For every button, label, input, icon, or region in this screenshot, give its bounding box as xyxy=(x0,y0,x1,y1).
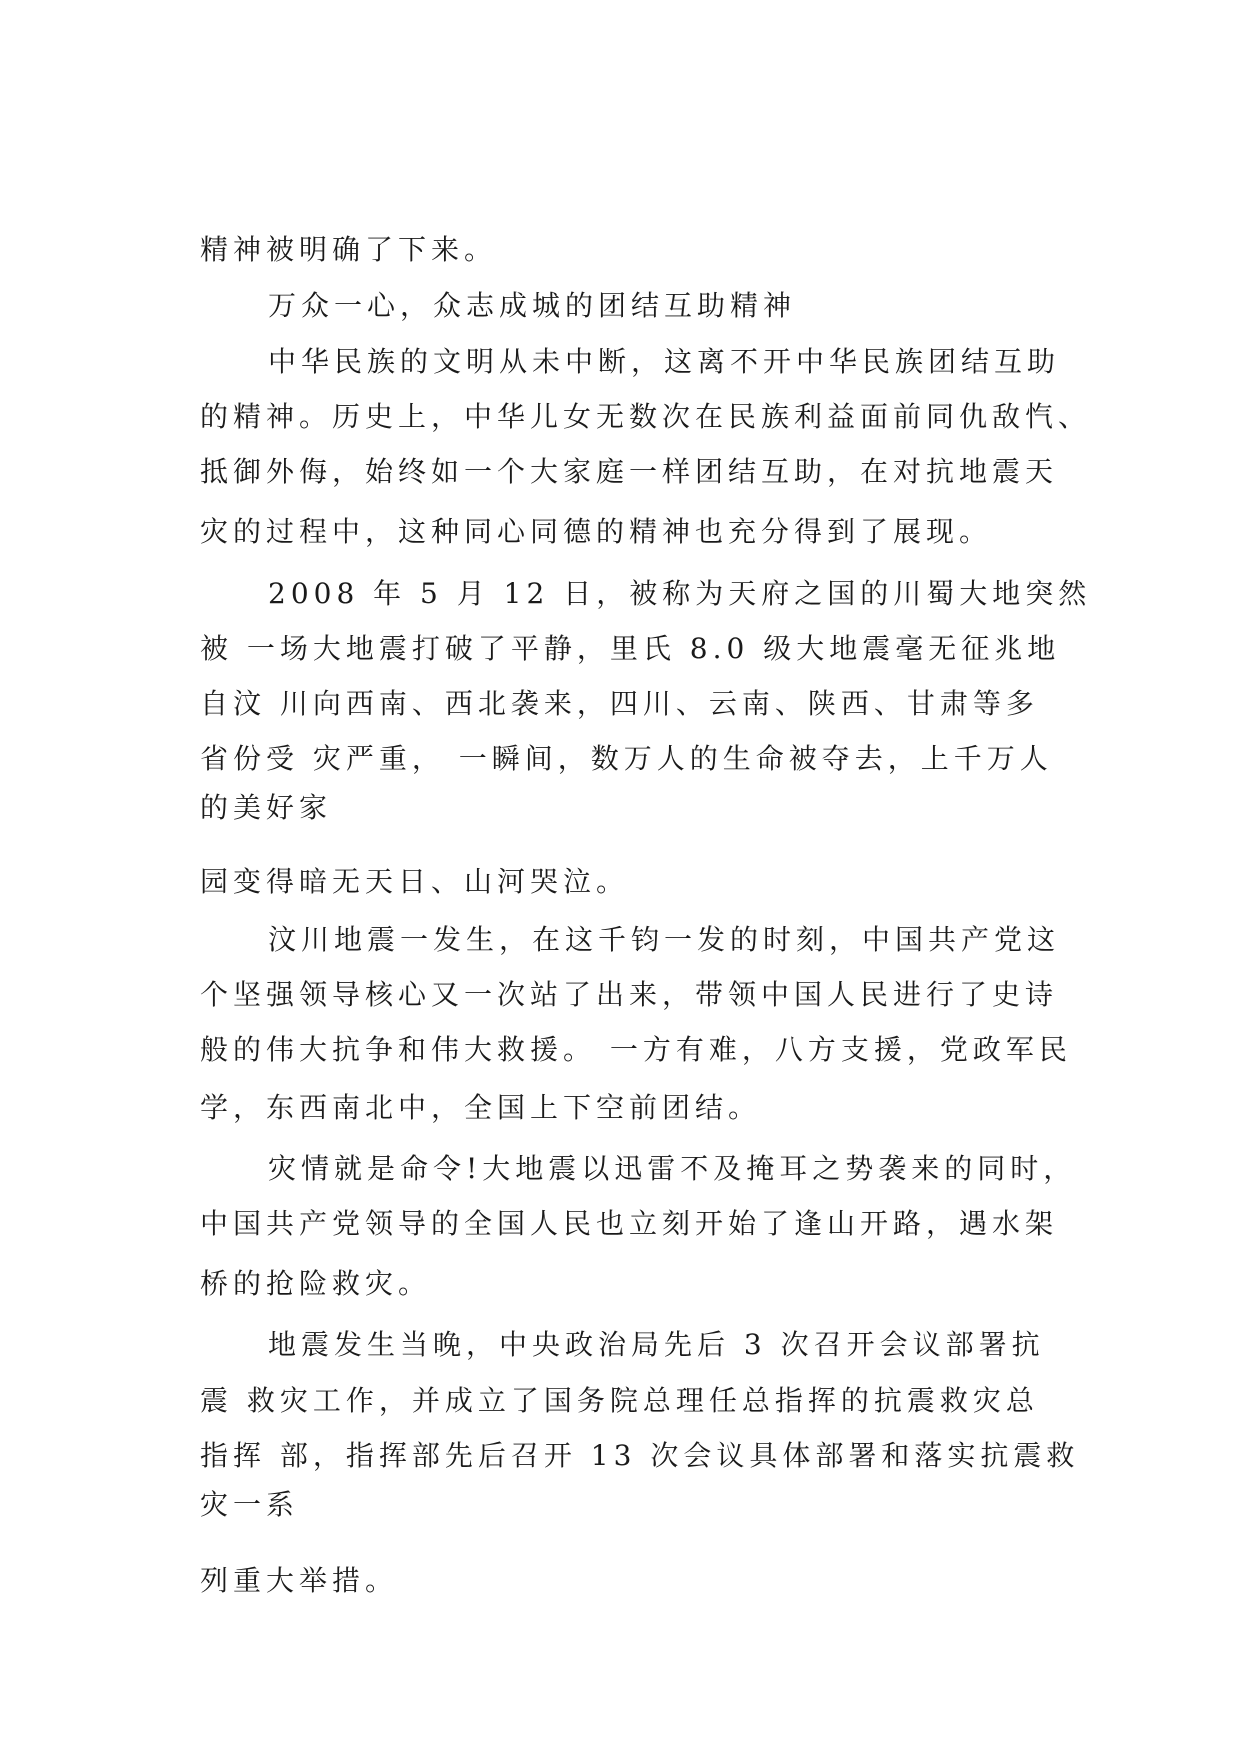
text-line: 列重大举措。 xyxy=(200,1564,399,1597)
text-line: 省份受 灾严重， 一瞬间，数万人的生命被夺去，上千万人 xyxy=(200,742,1053,775)
text-line: 指挥 部，指挥部先后召开 13 次会议具体部署和落实抗震救 xyxy=(200,1439,1080,1472)
text-line: 2008 年 5 月 12 日，被称为天府之国的川蜀大地突然 xyxy=(268,577,1092,610)
text-line: 地震发生当晚，中央政治局先后 3 次召开会议部署抗 xyxy=(268,1328,1045,1361)
text-line: 震 救灾工作，并成立了国务院总理任总指挥的抗震救灾总 xyxy=(200,1384,1039,1417)
text-line: 灾一系 xyxy=(200,1488,300,1521)
text-line: 精神被明确了下来。 xyxy=(200,233,498,266)
text-line: 的美好家 xyxy=(200,791,333,824)
text-line: 学，东西南北中，全国上下空前团结。 xyxy=(200,1091,762,1124)
text-line: 园变得暗无天日、山河哭泣。 xyxy=(200,865,630,898)
text-line: 抵御外侮，始终如一个大家庭一样团结互助，在对抗地震天 xyxy=(200,455,1059,488)
text-line: 自汶 川向西南、西北袭来，四川、云南、陕西、甘肃等多 xyxy=(200,687,1039,720)
text-line: 个坚强领导核心又一次站了出来，带领中国人民进行了史诗 xyxy=(200,978,1059,1011)
text-line: 桥的抢险救灾。 xyxy=(200,1267,432,1300)
text-line: 中华民族的文明从未中断，这离不开中华民族团结互助 xyxy=(268,345,1061,378)
text-line: 般的伟大抗争和伟大救援。 一方有难，八方支援，党政军民 xyxy=(200,1033,1072,1066)
text-line: 灾的过程中，这种同心同德的精神也充分得到了展现。 xyxy=(200,515,993,548)
section-heading: 万众一心，众志成城的团结互助精神 xyxy=(268,289,797,322)
text-line: 中国共产党领导的全国人民也立刻开始了逢山开路，遇水架 xyxy=(200,1207,1059,1240)
text-line: 汶川地震一发生，在这千钧一发的时刻，中国共产党这 xyxy=(268,923,1061,956)
text-line: 的精神。历史上，中华儿女无数次在民族利益面前同仇敌忾、 xyxy=(200,400,1092,433)
text-line: 被 一场大地震打破了平静，里氏 8.0 级大地震毫无征兆地 xyxy=(200,632,1061,665)
text-line: 灾情就是命令!大地震以迅雷不及掩耳之势袭来的同时， xyxy=(268,1152,1077,1185)
